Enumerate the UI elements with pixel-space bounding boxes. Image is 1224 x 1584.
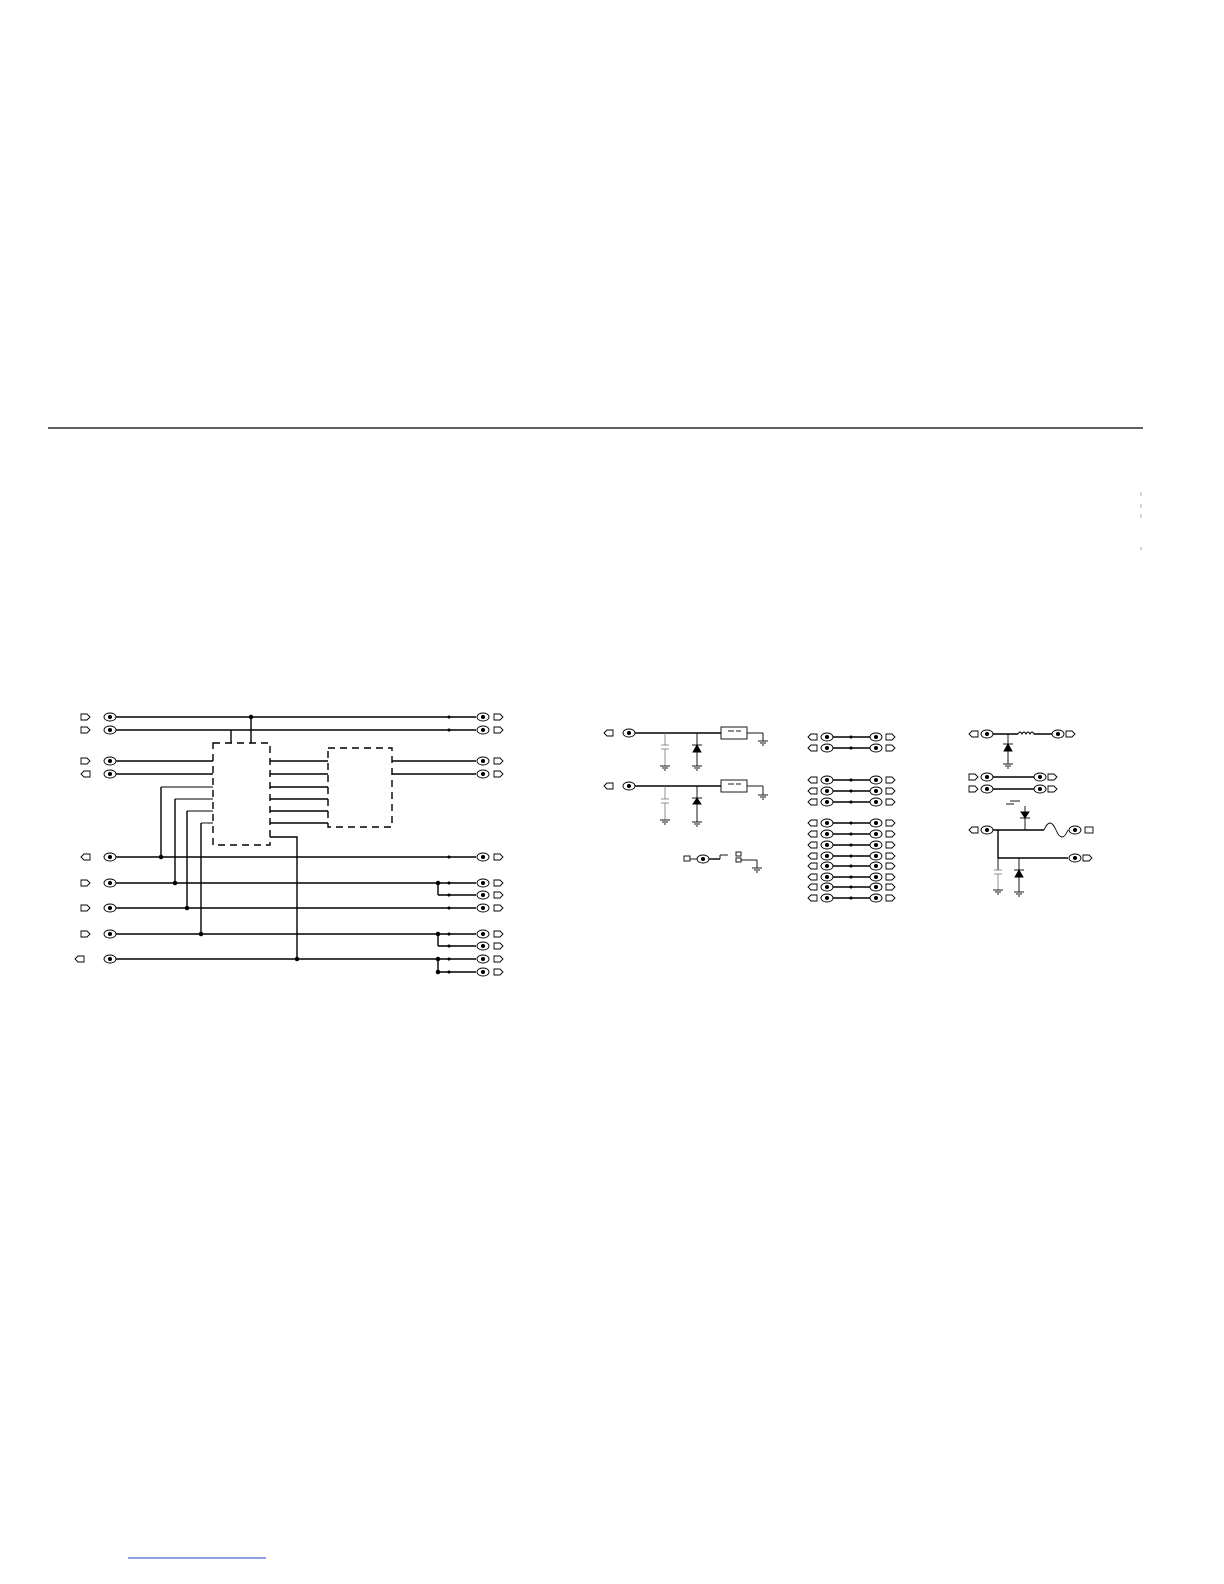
terminal-connector: [477, 955, 489, 963]
wire-flag-icon: [969, 731, 978, 737]
harness-panel: [116, 715, 476, 974]
terminal-connector: [477, 904, 489, 912]
wire-flag-icon: [81, 714, 90, 720]
ground-icon: [692, 822, 702, 826]
wire-flag-icon: [969, 827, 978, 833]
terminal-connector: [870, 787, 882, 795]
terminal-connector: [477, 726, 489, 734]
terminal-connector: [821, 776, 833, 784]
wire-flag-icon: [808, 820, 817, 826]
terminal-connector: [1069, 826, 1081, 834]
wire-flag-icon: [808, 884, 817, 890]
terminal-connector: [1034, 773, 1046, 781]
ground-icon: [1014, 892, 1024, 896]
harness-connectors: [75, 713, 503, 976]
wire-flag-icon: [808, 788, 817, 794]
terminal-connector: [821, 733, 833, 741]
terminal-connector: [477, 930, 489, 938]
wire-flag-icon: [969, 774, 978, 780]
terminal-connector: [821, 744, 833, 752]
terminal-connector: [821, 819, 833, 827]
inductor-coil: [1018, 732, 1034, 734]
wire-flag-icon: [494, 854, 503, 860]
cap-diode-parts: [604, 729, 768, 872]
wire-flag-icon: [494, 931, 503, 937]
terminal-connector: [104, 757, 116, 765]
ground-icon: [758, 795, 768, 799]
fuse-link: [1044, 823, 1068, 837]
terminal-connector: [870, 883, 882, 891]
wire-flag-icon: [604, 783, 613, 789]
terminal-connector: [821, 830, 833, 838]
ground-icon: [758, 741, 768, 745]
wire-flag-icon: [886, 874, 895, 880]
terminal-connector: [477, 770, 489, 778]
wire-flag-icon: [808, 853, 817, 859]
wire-flag-icon: [886, 799, 895, 805]
terminal-connector: [697, 855, 709, 863]
wire-flag-icon: [886, 734, 895, 740]
wire-flag-icon: [808, 842, 817, 848]
terminal-connector: [477, 968, 489, 976]
terminal-connector: [477, 879, 489, 887]
wire-flag-icon: [81, 758, 90, 764]
wire-flag-icon: [886, 745, 895, 751]
wire-flag-icon: [81, 727, 90, 733]
terminal-connector: [821, 852, 833, 860]
terminal-connector: [870, 798, 882, 806]
wire-flag-icon: [886, 895, 895, 901]
terminal-connector: [104, 904, 116, 912]
wire-flag-icon: [81, 931, 90, 937]
wire-flag-icon: [494, 880, 503, 886]
wire-flag-icon: [494, 956, 503, 962]
wire-flag-icon: [808, 831, 817, 837]
terminal-connector: [870, 894, 882, 902]
terminal-connector: [1069, 854, 1081, 862]
terminal-connector: [870, 852, 882, 860]
inductor-fuse-panel: [990, 732, 1068, 892]
terminal-connector: [821, 787, 833, 795]
terminal-connector: [870, 733, 882, 741]
module-box-left: [213, 743, 270, 845]
wire-flag-icon: [81, 905, 90, 911]
terminal-connector: [1034, 785, 1046, 793]
wire-flag-icon: [494, 905, 503, 911]
wire-flag-icon: [886, 884, 895, 890]
wire-flag-icon: [1048, 786, 1057, 792]
terminal-connector: [477, 757, 489, 765]
terminal-connector: [821, 862, 833, 870]
terminal-connector: [870, 819, 882, 827]
wire-flag-icon: [808, 745, 817, 751]
relay-box: [721, 780, 747, 792]
terminal-connector: [104, 726, 116, 734]
wire-flag-icon: [808, 874, 817, 880]
ground-icon: [752, 868, 762, 872]
terminal-connector: [870, 841, 882, 849]
wire-flag-icon: [81, 771, 90, 777]
wire-flag-icon: [81, 854, 90, 860]
wire-flag-icon: [808, 777, 817, 783]
wire-flag-icon: [886, 820, 895, 826]
ground-icon: [993, 890, 1003, 894]
wire-flag-icon: [886, 831, 895, 837]
terminal-connector: [477, 853, 489, 861]
inductor-fuse-parts: [969, 730, 1093, 896]
ground-icon: [1003, 764, 1013, 768]
terminal-connector: [821, 894, 833, 902]
wire-flag-icon: [886, 777, 895, 783]
terminal-connector: [1052, 730, 1064, 738]
wire-flag-icon: [808, 895, 817, 901]
terminal-connector: [821, 873, 833, 881]
terminal-connector: [104, 770, 116, 778]
terminal-connector: [870, 776, 882, 784]
terminal-connector: [623, 729, 635, 737]
wire-flag-icon: [808, 734, 817, 740]
terminal-connector: [981, 785, 993, 793]
terminal-connector: [870, 862, 882, 870]
wire-flag-icon: [808, 799, 817, 805]
ground-icon: [692, 766, 702, 770]
terminal-connector: [821, 841, 833, 849]
cap-diode-panel: [634, 727, 763, 868]
terminal-connector: [104, 955, 116, 963]
wire-flag-icon: [494, 758, 503, 764]
relay-box: [721, 727, 747, 739]
terminal-connector: [623, 782, 635, 790]
wire-flag-icon: [886, 863, 895, 869]
terminal-list-panel: [808, 733, 895, 902]
terminal-connector: [870, 873, 882, 881]
terminal-connector: [477, 713, 489, 721]
wire-flag-icon: [81, 880, 90, 886]
terminal-connector: [104, 853, 116, 861]
wire-flag-icon: [604, 730, 613, 736]
terminal-connector: [981, 773, 993, 781]
wire-flag-icon: [494, 943, 503, 949]
wire-flag-icon: [494, 714, 503, 720]
terminal-connector: [104, 930, 116, 938]
terminal-connector: [104, 879, 116, 887]
wire-flag-icon: [969, 786, 978, 792]
module-box-right: [328, 748, 392, 827]
wire-flag-icon: [886, 842, 895, 848]
wire-flag-icon: [494, 771, 503, 777]
terminal-connector: [981, 730, 993, 738]
terminal-connector: [104, 713, 116, 721]
terminal-connector: [870, 744, 882, 752]
wire-flag-icon: [494, 727, 503, 733]
terminal-connector: [981, 826, 993, 834]
terminal-connector: [870, 830, 882, 838]
wire-flag-icon: [1083, 855, 1092, 861]
ground-icon: [660, 766, 670, 770]
wire-flag-icon: [886, 853, 895, 859]
wire-flag-icon: [808, 863, 817, 869]
terminal-connector: [477, 891, 489, 899]
terminal-connector: [821, 883, 833, 891]
ground-icon: [660, 820, 670, 824]
terminal-connector: [821, 798, 833, 806]
terminal-connector: [477, 942, 489, 950]
wire-flag-icon: [886, 788, 895, 794]
wire-flag-icon: [494, 892, 503, 898]
wire-flag-icon: [1048, 774, 1057, 780]
wire-flag-icon: [75, 956, 84, 962]
wire-flag-icon: [494, 969, 503, 975]
wire-flag-icon: [1066, 731, 1075, 737]
